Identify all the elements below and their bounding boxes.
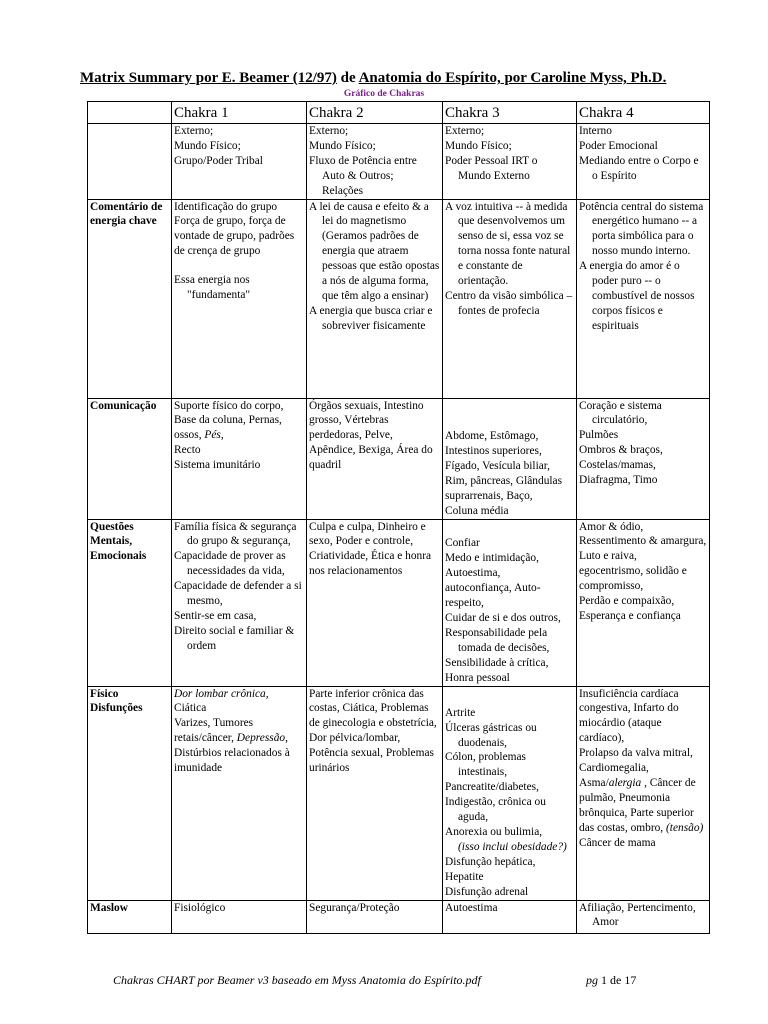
table-row xyxy=(88,398,710,519)
table-row xyxy=(88,900,710,933)
title-connector: de xyxy=(336,70,359,86)
cell-energy-c2: A lei de causa e efeito & a lei do magnetismo (Geramos padrões de energia que atraem pessoas que estão opostas a nós de alguma forma, que têm algo a ensinar) A energia que busca criar e sobreviver fisicamente xyxy=(307,199,443,398)
cell-energy-c4: Potência central do sistema energético humano -- a porta simbólica para o nosso mundo interno. A energia do amor é o poder puro -- o combustível de nossos corpos físicos e espirituais xyxy=(577,199,710,398)
cell-energy-c1: Identificação do grupo Força de grupo, força de vontade de grupo, padrões de crença de grupo Essa energia nos "fundamenta" xyxy=(172,199,307,398)
row-header-empty xyxy=(88,124,172,200)
cell-mental-c1: Família física & segurança do grupo & segurança, Capacidade de prover as necessidades da vida, Capacidade de defender a si mesmo, Sentir-se em casa, Direito social e familiar & ordem xyxy=(172,519,307,686)
row-header-energy: Comentário de energia chave xyxy=(88,199,172,398)
table-row xyxy=(88,199,710,398)
cell-mental-c3: Confiar Medo e intimidação, Autoestima, autoconfiança, Auto-respeito, Cuidar de si e dos outros, Responsabilidade pela tomada de decisões, Sensibilidade à crítica, Honra pessoal xyxy=(443,519,577,686)
cell-communication-c2: Órgãos sexuais, Intestino grosso, Vértebras perdedoras, Pelve, Apêndice, Bexiga, Área do quadril xyxy=(307,398,443,519)
cell-energy-c3: A voz intuitiva -- à medida que desenvolvemos um senso de si, essa voz se torna nossa fonte natural e constante de orientação. Centro da visão simbólica – fontes de profecia xyxy=(443,199,577,398)
col-header-chakra-1: Chakra 1 xyxy=(172,102,307,124)
table-row xyxy=(88,686,710,900)
header-row xyxy=(88,102,710,124)
footer-filename: Chakras CHART por Beamer v3 baseado em Myss Anatomia do Espírito.pdf xyxy=(113,973,481,987)
cell-maslow-c2: Segurança/Proteção xyxy=(307,900,443,933)
table-row xyxy=(88,519,710,686)
cell-maslow-c3: Autoestima xyxy=(443,900,577,933)
cell-orientation-c3: Externo; Mundo Físico; Poder Pessoal IRT o Mundo Externo xyxy=(443,124,577,200)
row-header-communication: Comunicação xyxy=(88,398,172,519)
cell-physical-c1: Dor lombar crônica, Ciática Varizes, Tumores retais/câncer, Depressão, Distúrbios relacionados à imunidade xyxy=(172,686,307,900)
cell-physical-c4: Insuficiência cardíaca congestiva, Infarto do miocárdio (ataque cardíaco), Prolapso da valva mitral, Cardiomegalia, Asma/alergia , Câncer de pulmão, Pneumonia brônquica, Parte superior das costas, ombro, (tensão) Câncer de mama xyxy=(577,686,710,900)
row-header-maslow: Maslow xyxy=(88,900,172,933)
col-header-chakra-2: Chakra 2 xyxy=(307,102,443,124)
page-footer xyxy=(113,973,673,988)
chakra-table xyxy=(87,101,710,934)
cell-orientation-c2: Externo; Mundo Físico; Fluxo de Potência entre Auto & Outros; Relações xyxy=(307,124,443,200)
row-header-mental-emotional: Questões Mentais, Emocionais xyxy=(88,519,172,686)
document-title xyxy=(80,70,700,87)
cell-mental-c2: Culpa e culpa, Dinheiro e sexo, Poder e controle, Criatividade, Ética e honra nos relacionamentos xyxy=(307,519,443,686)
cell-orientation-c4: Interno Poder Emocional Mediando entre o Corpo e o Espírito xyxy=(577,124,710,200)
cell-physical-c2: Parte inferior crônica das costas, Ciática, Problemas de ginecologia e obstetrícia, Dor pélvica/lombar, Potência sexual, Problemas urinários xyxy=(307,686,443,900)
cell-maslow-c1: Fisiológico xyxy=(172,900,307,933)
cell-physical-c3: Artrite Úlceras gástricas ou duodenais, Cólon, problemas intestinais, Pancreatite/diabetes, Indigestão, crônica ou aguda, Anorexia ou bulimia, (isso inclui obesidade?) Disfunção hepática, Hepatite Disfunção adrenal xyxy=(443,686,577,900)
table-row xyxy=(88,124,710,200)
title-author: Matrix Summary por E. Beamer (12/97) xyxy=(80,70,337,86)
title-book: Anatomia do Espírito, por Caroline Myss, Ph.D. xyxy=(358,70,667,86)
col-header-chakra-4: Chakra 4 xyxy=(577,102,710,124)
cell-maslow-c4: Afiliação, Pertencimento, Amor xyxy=(577,900,710,933)
cell-communication-c3: Abdome, Estômago, Intestinos superiores, Fígado, Vesícula biliar, Rim, pâncreas, Glândulas suprarrenais, Baço, Coluna média xyxy=(443,398,577,519)
row-header-physical-dysfunction: Físico Disfunções xyxy=(88,686,172,900)
chart-subtitle: Gráfico de Chakras xyxy=(343,89,425,99)
cell-orientation-c1: Externo; Mundo Físico; Grupo/Poder Tribal xyxy=(172,124,307,200)
cell-communication-c1: Suporte físico do corpo, Base da coluna, Pernas, ossos, Pés, Recto Sistema imunitário xyxy=(172,398,307,519)
cell-mental-c4: Amor & ódio, Ressentimento & amargura, Luto e raiva, egocentrismo, solidão e compromisso, Perdão e compaixão, Esperança e confiança xyxy=(577,519,710,686)
page-number: pg 1 de 17 xyxy=(586,973,637,987)
col-header-chakra-3: Chakra 3 xyxy=(443,102,577,124)
corner-cell xyxy=(88,102,172,124)
cell-communication-c4: Coração e sistema circulatório, Pulmões Ombros & braços, Costelas/mamas, Diafragma, Timo xyxy=(577,398,710,519)
